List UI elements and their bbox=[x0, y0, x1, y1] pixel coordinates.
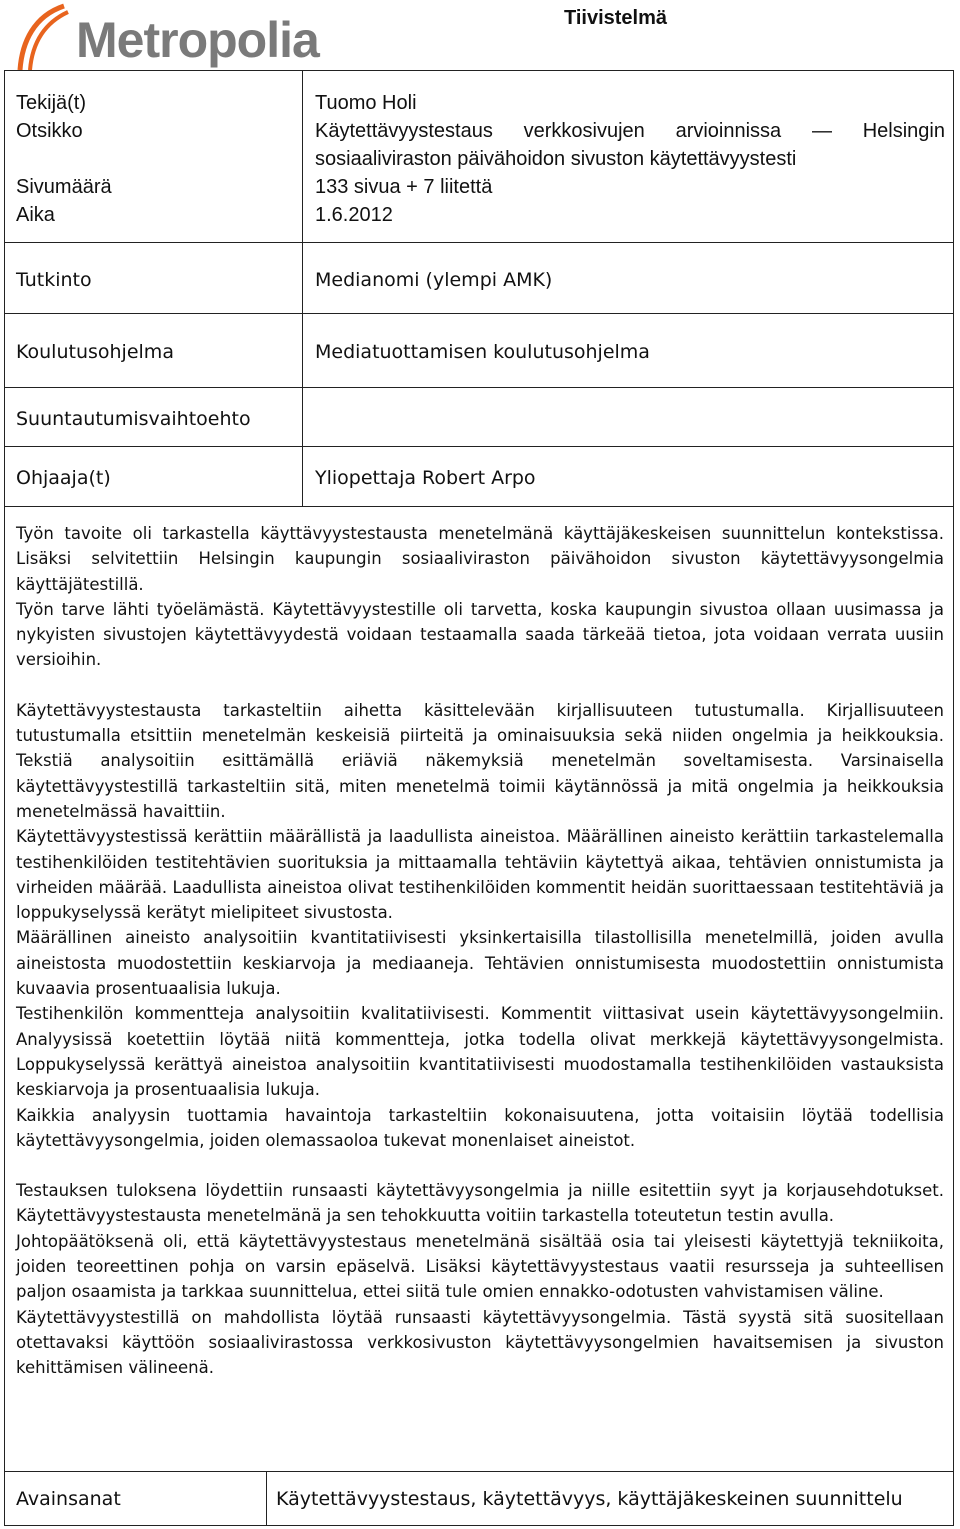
row-divider bbox=[4, 446, 954, 447]
degree-label: Tutkinto bbox=[16, 269, 92, 291]
abstract-paragraph: Työn tarve lähti työelämästä. Käytettävyystestille oli tarvetta, koska kaupungin sivustoa ollaan uusimassa ja nykyisten sivustojen käytettävyydestä voidaan testaamalla saada tärkeää tietoa, jota voidaan verrata uusiin versioihin. bbox=[16, 599, 944, 670]
abstract-paragraph: Työn tavoite oli tarkastella käyttävyystestausta menetelmänä käyttäjäkeskeisen suunnittelun kontekstissa. Lisäksi selvitettiin Helsingin kaupungin sosiaaliviraston päivähoidon sivuston käytettävyysongelmia käyttäjätestillä. bbox=[16, 524, 944, 594]
date-label: Aika bbox=[16, 204, 55, 226]
row-divider bbox=[4, 387, 954, 388]
supervisor-value: Yliopettaja Robert Arpo bbox=[315, 467, 536, 489]
abstract-paragraph: Käytettävyystestausta tarkasteltiin aihetta käsittelevään kirjallisuuteen tutustumalla. Kirjallisuuteen tutustumalla etsittiin menetelmän keskeisiä piirteitä ja ominaisuuksia sekä niiden ongelmia ja heikkouksia. Tekstiä analysoitiin esittämällä eriäviä näkemyksiä menetelmän soveltamisesta. Varsinaisella käytettävyystestillä tarkasteltiin sitä, miten menetelmä toimii käytännössä ja mitä ongelmia ja heikkouksia menetelmässä havaittiin. bbox=[16, 700, 944, 821]
column-divider bbox=[266, 1471, 267, 1526]
programme-value: Mediatuottamisen koulutusohjelma bbox=[315, 341, 650, 363]
document-type-label: Tiivistelmä bbox=[564, 7, 668, 29]
logo-mark-icon bbox=[12, 2, 72, 72]
row-divider bbox=[4, 242, 954, 243]
abstract-paragraph: Testauksen tuloksena löydettiin runsaasti käytettävyysongelmia ja niille esitettiin syyt ja korjausehdotukset. Käytettävyystestausta menetelmänä ja sen tehokkuutta voitiin tarkastella toteutetun testin avulla. bbox=[16, 1181, 944, 1226]
abstract-body bbox=[16, 521, 944, 1381]
supervisor-label: Ohjaaja(t) bbox=[16, 467, 111, 489]
logo-text: Metropolia bbox=[76, 12, 319, 68]
pages-value: 133 sivua + 7 liitettä bbox=[315, 176, 493, 198]
abstract-paragraph: Johtopäätöksenä oli, että käytettävyystestaus menetelmänä sisältää osia tai yleisesti käytettyjä tekniikoita, joiden teoreettinen pohja on varsin epäselvä. Lisäksi käytettävyystestaus vaatii resursseja ja suhteellisen paljon osaamista ja tarkkaa suunnittelua, ettei siitä tule omien ennakko-odotusten vahvistamisen väline. bbox=[16, 1231, 944, 1302]
meta-labels bbox=[16, 89, 112, 229]
pages-label: Sivumäärä bbox=[16, 176, 112, 198]
author-value: Tuomo Holi bbox=[315, 92, 417, 114]
meta-values bbox=[315, 89, 945, 229]
abstract-paragraph: Käytettävyystestillä on mahdollista löytää runsaasti käytettävyysongelmia. Tästä syystä sitä suositellaan otettavaksi käyttöön sosiaalivirastossa verkkosivuston käytettävyysongelmien havaitsemisen ja sivuston kehittämisen välineenä. bbox=[16, 1307, 944, 1378]
title-value-line1: Käytettävyystestaus verkkosivujen arvioinnissa — Helsingin bbox=[315, 120, 945, 142]
keywords-value: Käytettävyystestaus, käytettävyys, käyttäjäkeskeinen suunnittelu bbox=[276, 1488, 903, 1510]
title-value-line2: sosiaaliviraston päivähoidon sivuston käytettävyystesti bbox=[315, 148, 797, 170]
title-label: Otsikko bbox=[16, 120, 83, 142]
column-divider bbox=[302, 70, 303, 507]
author-label: Tekijä(t) bbox=[16, 92, 87, 114]
row-divider bbox=[4, 313, 954, 314]
metropolia-logo bbox=[12, 2, 322, 72]
row-divider bbox=[4, 1471, 954, 1472]
abstract-paragraph: Käytettävyystestissä kerättiin määrällistä ja laadullista aineistoa. Määrällinen aineisto kerättiin tarkastelemalla testihenkilöiden testitehtävien suorituksia ja mittaamalla tehtäviin käytettyä aikaa, tehtävien onnistumista ja virheiden määrää. Laadullista aineistoa olivat testihenkilöiden kommentit heidän suorittaessaan testitehtäviä ja loppukyselyssä kerätyt mielipiteet sivustosta. bbox=[16, 827, 944, 923]
programme-label: Koulutusohjelma bbox=[16, 341, 174, 363]
abstract-paragraph: Testihenkilön kommentteja analysoitiin kvalitatiivisesti. Kommentit viittasivat usein käytettävyysongelmiin. Analyysissä koetettiin löytää niitä kommentteja, jotka todella olivat merkkejä käytettävyysongelmista. Loppukyselyssä kerättyä aineistoa analysoitiin kvantitatiivisesti muodostamalla testihenkilöiden vastauksista keskiarvoja ja prosentuaalisia lukuja. bbox=[16, 1004, 944, 1100]
abstract-paragraph: Määrällinen aineisto analysoitiin kvantitatiivisesti yksinkertaisilla tilastollisilla menetelmillä, joiden avulla aineistosta muodostettiin keskiarvoja ja mediaaneja. Tehtävien onnistumisesta muodostettiin onnistumista kuvaavia prosentuaalisia lukuja. bbox=[16, 928, 944, 999]
abstract-paragraph: Kaikkia analyysin tuottamia havaintoja tarkasteltiin kokonaisuutena, jotta voitaisiin löytää todellisia käytettävyysongelmia, joiden olemassaoloa tukevat monenlaiset aineistot. bbox=[16, 1105, 944, 1150]
date-value: 1.6.2012 bbox=[315, 204, 393, 226]
specialisation-label: Suuntautumisvaihtoehto bbox=[16, 408, 251, 430]
row-divider bbox=[4, 506, 954, 507]
degree-value: Medianomi (ylempi AMK) bbox=[315, 269, 553, 291]
keywords-label: Avainsanat bbox=[16, 1488, 121, 1510]
